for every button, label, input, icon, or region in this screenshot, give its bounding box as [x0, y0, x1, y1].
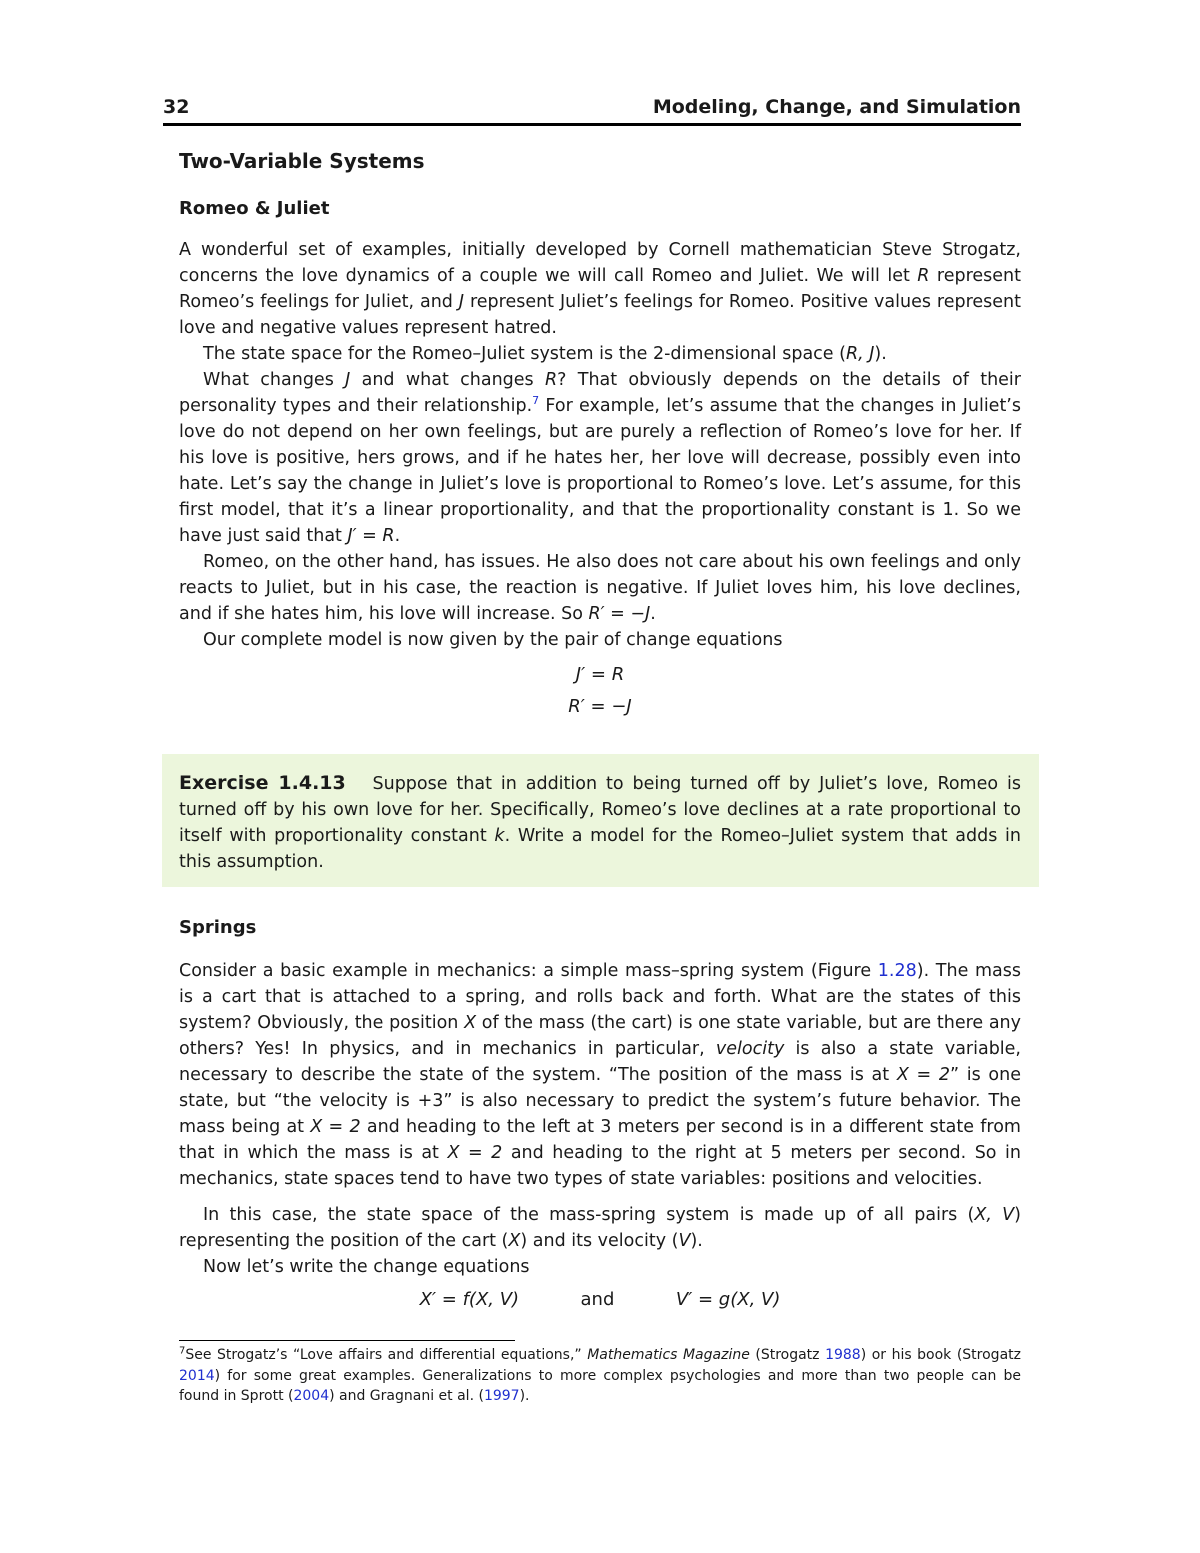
text-run: ).: [690, 1231, 703, 1251]
paragraph: [179, 958, 1021, 1192]
text-run: represent Juliet’s feelings for Romeo. Positive values represent love and negative values represent hatred.: [179, 292, 1021, 338]
math-inline: X, V: [974, 1205, 1015, 1225]
equation-x: X′ = f(X, V): [419, 1289, 520, 1310]
text-run: A wonderful set of examples, initially developed by Cornell mathematician Steve Strogatz, concerns the love dynamics of a couple we will call Romeo and Juliet. We will let: [179, 240, 1021, 286]
equation-1: J′ = R: [575, 664, 625, 685]
paragraph: [179, 1202, 1021, 1254]
math-inline: J: [345, 370, 351, 390]
text-run: See Strogatz’s “Love affairs and differential equations,”: [185, 1347, 588, 1363]
equation-pair: [179, 1284, 1021, 1316]
text-run: .: [650, 604, 656, 624]
section-title: Two-Variable Systems: [179, 149, 425, 173]
paragraph: Our complete model is now given by the pair of change equations: [203, 630, 783, 650]
citation-link[interactable]: 1997: [483, 1388, 520, 1404]
text-run: ). The mass is a cart that is attached to a spring, and rolls back and forth. What are the states of this system? Obviously, the position: [179, 961, 1021, 1033]
text-run: ).: [874, 344, 887, 364]
math-inline: R, J: [845, 344, 875, 364]
math-inline: X: [508, 1231, 521, 1251]
text-run: ) representing the position of the cart (: [179, 1205, 1021, 1251]
text-run: .: [394, 526, 401, 546]
math-inline: V: [678, 1231, 691, 1251]
math-inline: R: [917, 266, 930, 286]
text-run: For example, let’s assume that the changes in Juliet’s love do not depend on her own feelings, but are purely a reflection of Romeo’s love for her. If his love is positive, hers grows, and if he hates her, her love will decrease, possibly even into hate. Let’s say the change in Juliet’s love is proportional to Romeo’s love. Let’s assume, for this first model, that it’s a linear proportionality, and that the proportionality constant is 1. So we have just said that: [179, 396, 1021, 546]
text-run: and what changes: [350, 370, 545, 390]
math-inline: X = 2: [310, 1117, 361, 1137]
text-run: (Strogatz: [749, 1347, 826, 1363]
journal-title: Mathematics Magazine: [587, 1347, 750, 1363]
exercise-label: Exercise 1.4.13: [179, 772, 346, 794]
text-run: is also a state variable, necessary to describe the state of the system. “The position of the mass is at: [179, 1039, 1021, 1085]
citation-link[interactable]: 2004: [293, 1388, 330, 1404]
text-run: ) for some great examples. Generalizations to more complex psychologies and more than two people can be found in Sprott (: [179, 1367, 1021, 1404]
text-run: and heading to the left at 3 meters per second is in a different state from that in which the mass is at: [179, 1117, 1021, 1163]
math-inline: k: [494, 826, 505, 846]
exercise-box: [162, 754, 1039, 887]
footnote: [179, 1345, 1021, 1407]
citation-link[interactable]: 2014: [179, 1367, 215, 1384]
paragraph: [179, 341, 1021, 367]
citation-link[interactable]: 1988: [825, 1347, 861, 1363]
subsection-romeo-juliet: Romeo & Juliet: [179, 198, 330, 219]
running-header: [163, 96, 1021, 126]
footnote-ref-link[interactable]: 7: [532, 394, 540, 408]
text-run: and heading to the right at 5 meters per second. So in mechanics, state spaces tend to have two types of state variables: positions and velocities.: [179, 1143, 1021, 1189]
text-run: ).: [519, 1388, 530, 1404]
text-run: ) and Gragnani et al. (: [329, 1388, 484, 1404]
paragraph: [179, 549, 1021, 627]
subsection-springs: Springs: [179, 917, 257, 938]
equation-2: R′ = −J: [568, 696, 632, 717]
text-run: Consider a basic example in mechanics: a simple mass–spring system (Figure: [179, 961, 878, 981]
emphasis: velocity: [715, 1039, 785, 1059]
equation-v: V′ = g(X, V): [675, 1289, 781, 1310]
text-run: The state space for the Romeo–Juliet system is the 2-dimensional space (: [203, 344, 846, 364]
text-run: represent Romeo’s feelings for Juliet, and: [179, 266, 1021, 312]
paragraph: [179, 237, 1021, 341]
math-inline: X = 2: [896, 1065, 950, 1085]
page-number: 32: [163, 96, 190, 118]
springs-body: [179, 958, 1021, 1316]
math-inline: J′ = R: [347, 526, 395, 546]
text-run: What changes: [203, 370, 346, 390]
math-inline: R: [544, 370, 558, 390]
text-run: ” is one state, but “the velocity is +3” is also necessary to predict the system’s future behavior. The mass being at: [179, 1065, 1021, 1137]
text-run: Romeo, on the other hand, has issues. He also does not care about his own feelings and only reacts to Juliet, but in his case, the reaction is negative. If Juliet loves him, his love declines, and if she hates him, his love will increase. So: [179, 552, 1021, 624]
figure-ref-link[interactable]: 1.28: [877, 961, 917, 981]
text-run: In this case, the state space of the mass-spring system is made up of all pairs (: [203, 1205, 975, 1225]
text-run: Suppose that in addition to being turned off by Juliet’s love, Romeo is turned off by his own love for her. Specifically, Romeo’s love declines at a rate proportional to itself with proportionality constant: [179, 774, 1021, 846]
math-inline: X: [464, 1013, 477, 1033]
paragraph: Now let’s write the change equations: [203, 1257, 530, 1277]
math-inline: X = 2: [447, 1143, 503, 1163]
math-inline: R′ = −J: [588, 604, 651, 624]
text-run: of the mass (the cart) is one state variable, but are there any others? Yes! In physics, and in mechanics in particular,: [179, 1013, 1022, 1059]
math-inline: J: [458, 292, 465, 312]
romeo-body: [179, 237, 1021, 723]
text-run: ) or his book (Strogatz: [860, 1347, 1021, 1363]
header-rule: [163, 123, 1021, 126]
text-run: ? That obviously depends on the details of their personality types and their relationship.: [179, 370, 1021, 416]
equation-and: and: [580, 1289, 615, 1310]
footnote-rule: [179, 1340, 515, 1341]
text-run: ) and its velocity (: [520, 1231, 679, 1251]
running-title: Modeling, Change, and Simulation: [652, 96, 1021, 118]
exercise-text: [179, 770, 1021, 875]
text-run: . Write a model for the Romeo–Juliet system that adds in this assumption.: [179, 826, 1021, 872]
paragraph: [179, 367, 1021, 549]
footnote-mark: 7: [179, 1345, 186, 1357]
